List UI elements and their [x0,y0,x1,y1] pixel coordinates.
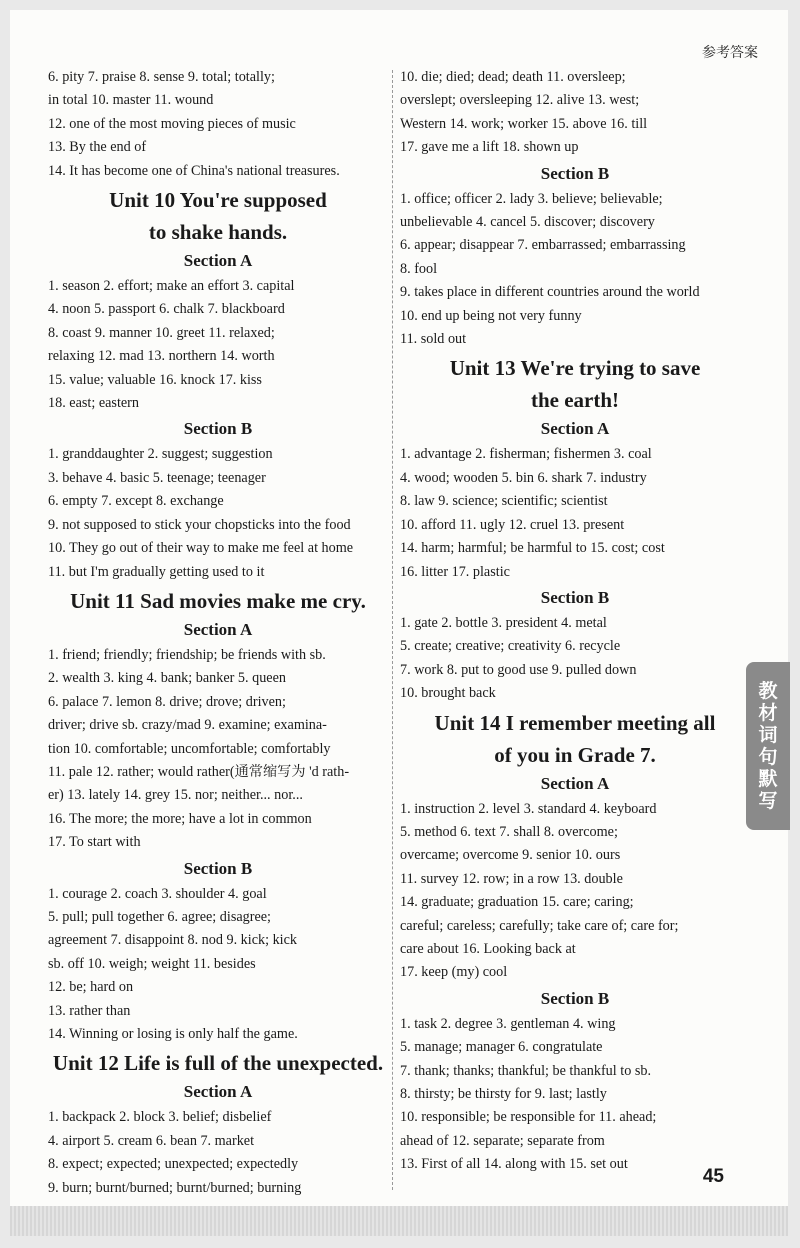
unit-heading: Unit 11 Sad movies make me cry. [70,588,366,613]
answer-line: 14. graduate; graduation 15. care; caring; [400,894,634,911]
answer-line: 13. First of all 14. along with 15. set out [400,1156,628,1173]
section-heading: Section A [183,1082,253,1102]
section-heading: Section A [183,251,253,271]
answer-line: 8. law 9. science; scientific; scientist [400,493,608,510]
answer-line: 16. The more; the more; have a lot in common [48,810,312,827]
answer-line: 10. end up being not very funny [400,307,582,324]
answer-line: 1. office; officer 2. lady 3. believe; believable; [400,190,663,207]
answer-line: driver; drive sb. crazy/mad 9. examine; examina- [48,717,327,734]
answer-line: 11. pale 12. rather; would rather(通常缩写为 'd rath- [48,763,350,780]
answer-line: 4. wood; wooden 5. bin 6. shark 7. industry [400,469,647,486]
answer-line: 9. not supposed to stick your chopsticks into the food [48,516,351,533]
column-divider [392,70,393,1190]
answer-line: overslept; oversleeping 12. alive 13. west; [400,92,640,109]
answer-line: 6. empty 7. except 8. exchange [48,493,224,510]
section-heading: Section B [540,988,610,1008]
section-heading: Section B [183,858,253,878]
answer-line: 6. palace 7. lemon 8. drive; drove; driven; [48,693,286,710]
answer-line: 1. backpack 2. block 3. belief; disbelief [48,1109,272,1126]
answer-key-page [10,10,788,1236]
page-header-title: 参考答案 [702,45,758,61]
answer-line: 17. gave me a lift 18. shown up [400,139,579,156]
section-heading: Section B [183,419,253,439]
answer-line: 10. die; died; dead; death 11. oversleep; [400,69,626,85]
answer-line: 5. pull; pull together 6. agree; disagree; [48,908,271,925]
answer-line: overcame; overcome 9. senior 10. ours [400,847,621,864]
answer-line: 14. Winning or losing is only half the game. [48,1026,298,1042]
side-tab-char: 默 [758,768,778,790]
section-heading: Section A [540,419,610,439]
answer-line: relaxing 12. mad 13. northern 14. worth [48,348,275,365]
answer-line: 10. afford 11. ugly 12. cruel 13. present [400,516,625,533]
section-heading: Section B [540,163,610,183]
answer-line: 11. sold out [400,331,467,348]
answer-line: 13. By the end of [48,139,147,156]
side-tab-char: 句 [758,746,778,768]
answer-line: 8. expect; expected; unexpected; expectedly [48,1156,299,1173]
answer-line: 7. work 8. put to good use 9. pulled down [400,661,637,678]
answer-line: 2. wealth 3. king 4. bank; banker 5. queen [48,670,286,687]
answer-line: 6. pity 7. praise 8. sense 9. total; totally; [48,69,275,85]
answer-line: 4. airport 5. cream 6. bean 7. market [48,1132,255,1149]
answer-line: 7. thank; thanks; thankful; be thankful to sb. [400,1062,652,1079]
answer-line: Western 14. work; worker 15. above 16. till [400,115,648,132]
answer-line: 5. manage; manager 6. congratulate [400,1039,603,1056]
section-heading: Section A [540,773,610,793]
answer-line: 3. behave 4. basic 5. teenage; teenager [48,469,266,486]
answer-line: agreement 7. disappoint 8. nod 9. kick; kick [48,932,298,949]
answer-line: 14. It has become one of China's national treasures. [48,162,340,179]
answer-line: 18. east; eastern [48,395,139,412]
answer-line: sb. off 10. weigh; weight 11. besides [48,955,256,972]
unit-heading: to shake hands. [148,220,288,245]
answer-line: 10. responsible; be responsible for 11. ahead; [400,1109,657,1126]
answer-line: 1. advantage 2. fisherman; fishermen 3. coal [400,446,652,463]
unit-heading: Unit 10 You're supposed [109,188,327,213]
answer-line: 14. harm; harmful; be harmful to 15. cost; cost [400,540,665,557]
answer-line: 1. courage 2. coach 3. shoulder 4. goal [48,885,267,902]
answer-line: 15. value; valuable 16. knock 17. kiss [48,371,262,388]
unit-heading: the earth! [530,388,620,413]
answer-line: 1. friend; friendly; friendship; be friends with sb. [48,646,326,663]
answer-line: 1. gate 2. bottle 3. president 4. metal [400,614,607,631]
answer-line: 1. season 2. effort; make an effort 3. capital [48,278,295,295]
answer-line: 1. task 2. degree 3. gentleman 4. wing [400,1015,616,1032]
page-number: 45 [702,1166,724,1187]
answer-line: 1. instruction 2. level 3. standard 4. keyboard [400,800,657,817]
answer-line: tion 10. comfortable; uncomfortable; comfortably [48,740,331,757]
answer-line: 5. create; creative; creativity 6. recycle [400,638,621,655]
side-tab-char: 教 [758,680,778,702]
unit-heading: Unit 13 We're trying to save [449,356,701,381]
answer-line: care about 16. Looking back at [400,940,576,957]
side-tab-char: 材 [758,702,778,724]
answer-line: 9. takes place in different countries around the world [400,284,700,301]
answer-line: 8. coast 9. manner 10. greet 11. relaxed; [48,324,275,341]
answer-line: 12. one of the most moving pieces of music [48,115,296,132]
answer-line: 10. They go out of their way to make me feel at home [48,540,354,557]
answer-line: 8. thirsty; be thirsty for 9. last; lastly [400,1086,607,1102]
answer-line: 5. method 6. text 7. shall 8. overcome; [400,823,618,840]
section-heading: Section A [183,619,253,639]
answer-line: 12. be; hard on [48,979,134,996]
answer-line: 11. but I'm gradually getting used to it [48,563,265,580]
answer-line: 6. appear; disappear 7. embarrassed; embarrassing [400,237,686,254]
left-column [48,66,388,1200]
answer-line: 16. litter 17. plastic [400,563,510,580]
answer-line: 13. rather than [48,1002,131,1019]
answer-line: 10. brought back [400,685,496,702]
answer-line: in total 10. master 11. wound [48,92,214,109]
unit-heading: Unit 12 Life is full of the unexpected. [52,1051,384,1076]
answer-line: 4. noon 5. passport 6. chalk 7. blackboard [48,301,285,318]
answer-line: careful; careless; carefully; take care of; care for; [400,917,679,934]
answer-line: 9. burn; burnt/burned; burnt/burned; burning [48,1179,302,1196]
answer-line: 17. keep (my) cool [400,964,508,981]
side-tab-vocabulary-dictation [746,662,790,830]
right-column [400,66,750,1177]
bottom-border-stripe [10,1206,788,1236]
answer-line: unbelievable 4. cancel 5. discover; discovery [400,214,655,231]
unit-heading: of you in Grade 7. [494,742,656,767]
unit-heading: Unit 14 I remember meeting all [434,710,716,735]
side-tab-char: 词 [758,724,778,746]
answer-line: 11. survey 12. row; in a row 13. double [400,870,623,887]
answer-line: 1. granddaughter 2. suggest; suggestion [48,446,273,463]
answer-line: 17. To start with [48,834,141,851]
answer-line: ahead of 12. separate; separate from [400,1132,605,1149]
side-tab-char: 写 [758,790,778,812]
answer-line: er) 13. lately 14. grey 15. nor; neither... nor... [48,787,303,804]
answer-line: 8. fool [400,260,438,277]
section-heading: Section B [540,587,610,607]
